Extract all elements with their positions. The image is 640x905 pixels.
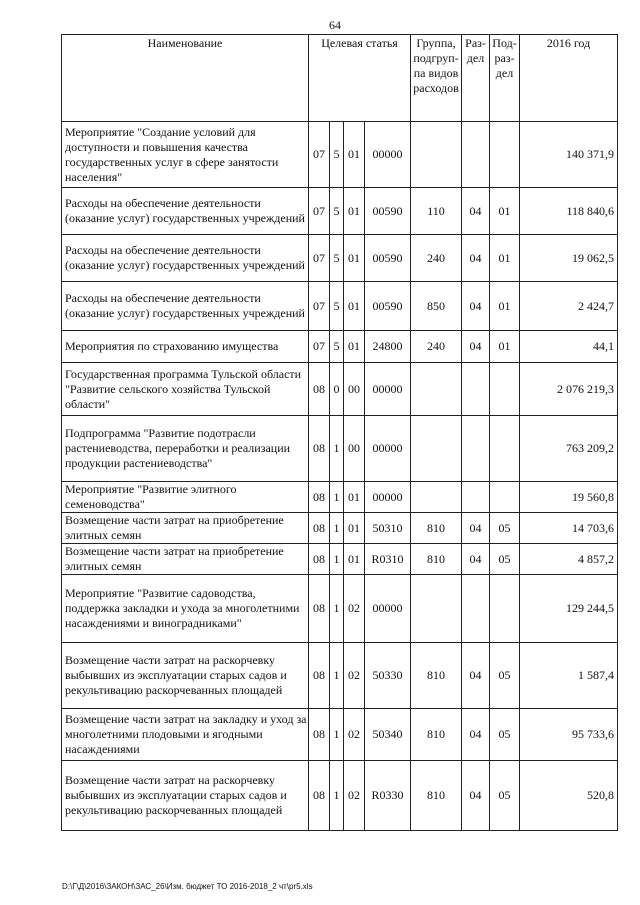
row-amount: 763 209,2 (520, 416, 618, 482)
target-code-event: 01 (344, 235, 365, 282)
row-subsection: 05 (490, 709, 520, 761)
target-code-event: 01 (344, 482, 365, 513)
target-code-direction: 50310 (365, 513, 411, 544)
row-subsection: 01 (490, 282, 520, 331)
row-subsection (490, 363, 520, 416)
target-code-event: 01 (344, 331, 365, 363)
target-code-event: 01 (344, 544, 365, 575)
target-code-direction: 00590 (365, 235, 411, 282)
target-code-program: 08 (309, 761, 330, 831)
row-section: 04 (462, 643, 490, 709)
header-expense-group: Группа, подгруп-па видов расходов (411, 35, 462, 122)
row-amount: 4 857,2 (520, 544, 618, 575)
target-code-subprogram: 1 (330, 575, 344, 643)
target-code-event: 02 (344, 643, 365, 709)
row-name: Мероприятие "Развитие садоводства, поддержка закладки и ухода за многолетними насаждениями и виноградниками" (62, 575, 309, 643)
row-expense-group: 240 (411, 331, 462, 363)
row-amount: 44,1 (520, 331, 618, 363)
row-amount: 2 076 219,3 (520, 363, 618, 416)
row-expense-group: 810 (411, 643, 462, 709)
row-subsection: 05 (490, 643, 520, 709)
table-row (62, 709, 618, 761)
row-amount: 19 062,5 (520, 235, 618, 282)
row-section: 04 (462, 235, 490, 282)
row-amount: 14 703,6 (520, 513, 618, 544)
row-amount: 520,8 (520, 761, 618, 831)
target-code-subprogram: 1 (330, 544, 344, 575)
target-code-subprogram: 1 (330, 643, 344, 709)
row-expense-group: 110 (411, 188, 462, 235)
target-code-program: 07 (309, 331, 330, 363)
target-code-event: 02 (344, 575, 365, 643)
row-name: Возмещение части затрат на приобретение элитных семян (62, 513, 309, 544)
target-code-subprogram: 0 (330, 363, 344, 416)
target-code-direction: R0310 (365, 544, 411, 575)
target-code-event: 00 (344, 416, 365, 482)
table-row (62, 363, 618, 416)
row-name: Возмещение части затрат на раскорчевку выбывших из эксплуатации старых садов и рекультивацию раскорчеванных площадей (62, 761, 309, 831)
row-section: 04 (462, 761, 490, 831)
target-code-direction: 00000 (365, 363, 411, 416)
table-row (62, 761, 618, 831)
target-code-direction: 24800 (365, 331, 411, 363)
table-row (62, 282, 618, 331)
target-code-direction: 00000 (365, 416, 411, 482)
target-code-subprogram: 5 (330, 122, 344, 188)
row-expense-group (411, 482, 462, 513)
target-code-program: 07 (309, 188, 330, 235)
row-name: Возмещение части затрат на закладку и уход за многолетними плодовыми и ягодными насаждениями (62, 709, 309, 761)
row-name: Мероприятие "Создание условий для доступности и повышения качества государственных услуг в сфере занятости населения" (62, 122, 309, 188)
target-code-program: 08 (309, 709, 330, 761)
target-code-direction: 00000 (365, 575, 411, 643)
target-code-subprogram: 5 (330, 282, 344, 331)
row-expense-group: 810 (411, 513, 462, 544)
row-name: Расходы на обеспечение деятельности (оказание услуг) государственных учреждений (62, 188, 309, 235)
target-code-program: 07 (309, 122, 330, 188)
row-section: 04 (462, 282, 490, 331)
footer-file-path: D:\Г\Д\2016\ЗАКОН\ЗАС_26\Изм. бюджет ТО 2016-2018_2 чт\pr5.xls (62, 882, 313, 891)
row-subsection: 01 (490, 235, 520, 282)
target-code-event: 01 (344, 188, 365, 235)
row-subsection: 05 (490, 761, 520, 831)
row-section: 04 (462, 331, 490, 363)
row-section (462, 575, 490, 643)
row-subsection: 05 (490, 544, 520, 575)
table-row (62, 331, 618, 363)
row-section: 04 (462, 544, 490, 575)
budget-table (61, 34, 618, 831)
row-subsection (490, 575, 520, 643)
table-row (62, 513, 618, 544)
target-code-subprogram: 1 (330, 709, 344, 761)
row-name: Подпрограмма "Развитие подотрасли растениеводства, переработки и реализации продукции растениеводства" (62, 416, 309, 482)
header-subsection: Под-раз-дел (490, 35, 520, 122)
target-code-program: 07 (309, 282, 330, 331)
header-section: Раз-дел (462, 35, 490, 122)
row-section (462, 482, 490, 513)
row-subsection (490, 482, 520, 513)
table-row (62, 235, 618, 282)
row-name: Возмещение части затрат на приобретение элитных семян (62, 544, 309, 575)
target-code-subprogram: 5 (330, 235, 344, 282)
table-row (62, 643, 618, 709)
target-code-direction: 00000 (365, 122, 411, 188)
row-expense-group: 810 (411, 761, 462, 831)
target-code-event: 02 (344, 761, 365, 831)
target-code-program: 08 (309, 575, 330, 643)
page-number: 64 (329, 18, 341, 32)
row-subsection (490, 416, 520, 482)
row-section (462, 416, 490, 482)
row-amount: 129 244,5 (520, 575, 618, 643)
row-section (462, 122, 490, 188)
row-name: Мероприятие "Развитие элитного семеноводства" (62, 482, 309, 513)
row-section: 04 (462, 709, 490, 761)
row-name: Мероприятия по страхованию имущества (62, 331, 309, 363)
target-code-subprogram: 1 (330, 482, 344, 513)
table-row (62, 544, 618, 575)
target-code-direction: 50330 (365, 643, 411, 709)
target-code-subprogram: 5 (330, 331, 344, 363)
row-expense-group (411, 363, 462, 416)
row-name: Государственная программа Тульской области "Развитие сельского хозяйства Тульской области" (62, 363, 309, 416)
target-code-direction: 00590 (365, 188, 411, 235)
row-expense-group: 810 (411, 709, 462, 761)
target-code-program: 08 (309, 513, 330, 544)
target-code-event: 02 (344, 709, 365, 761)
table-row (62, 482, 618, 513)
row-subsection: 01 (490, 331, 520, 363)
target-code-program: 07 (309, 235, 330, 282)
row-subsection (490, 122, 520, 188)
table-row (62, 575, 618, 643)
row-expense-group (411, 416, 462, 482)
row-name: Расходы на обеспечение деятельности (оказание услуг) государственных учреждений (62, 235, 309, 282)
row-amount: 1 587,4 (520, 643, 618, 709)
row-expense-group: 810 (411, 544, 462, 575)
header-name: Наименование (62, 35, 309, 122)
row-expense-group (411, 575, 462, 643)
row-expense-group: 850 (411, 282, 462, 331)
target-code-program: 08 (309, 363, 330, 416)
target-code-event: 01 (344, 122, 365, 188)
target-code-subprogram: 1 (330, 761, 344, 831)
header-year: 2016 год (520, 35, 618, 122)
table-row (62, 416, 618, 482)
target-code-program: 08 (309, 482, 330, 513)
target-code-event: 01 (344, 282, 365, 331)
row-expense-group: 240 (411, 235, 462, 282)
target-code-direction: 50340 (365, 709, 411, 761)
target-code-direction: 00590 (365, 282, 411, 331)
row-amount: 95 733,6 (520, 709, 618, 761)
row-amount: 140 371,9 (520, 122, 618, 188)
row-section (462, 363, 490, 416)
row-name: Расходы на обеспечение деятельности (оказание услуг) государственных учреждений (62, 282, 309, 331)
target-code-direction: R0330 (365, 761, 411, 831)
table-row (62, 188, 618, 235)
row-amount: 2 424,7 (520, 282, 618, 331)
target-code-subprogram: 1 (330, 416, 344, 482)
target-code-subprogram: 5 (330, 188, 344, 235)
row-amount: 118 840,6 (520, 188, 618, 235)
target-code-program: 08 (309, 416, 330, 482)
row-section: 04 (462, 513, 490, 544)
header-target-article: Целевая статья (309, 35, 411, 122)
target-code-subprogram: 1 (330, 513, 344, 544)
target-code-event: 00 (344, 363, 365, 416)
row-expense-group (411, 122, 462, 188)
row-name: Возмещение части затрат на раскорчевку выбывших из эксплуатации старых садов и рекультивацию раскорчеванных площадей (62, 643, 309, 709)
row-section: 04 (462, 188, 490, 235)
target-code-direction: 00000 (365, 482, 411, 513)
target-code-program: 08 (309, 643, 330, 709)
row-subsection: 05 (490, 513, 520, 544)
row-subsection: 01 (490, 188, 520, 235)
row-amount: 19 560,8 (520, 482, 618, 513)
table-row (62, 122, 618, 188)
target-code-program: 08 (309, 544, 330, 575)
target-code-event: 01 (344, 513, 365, 544)
